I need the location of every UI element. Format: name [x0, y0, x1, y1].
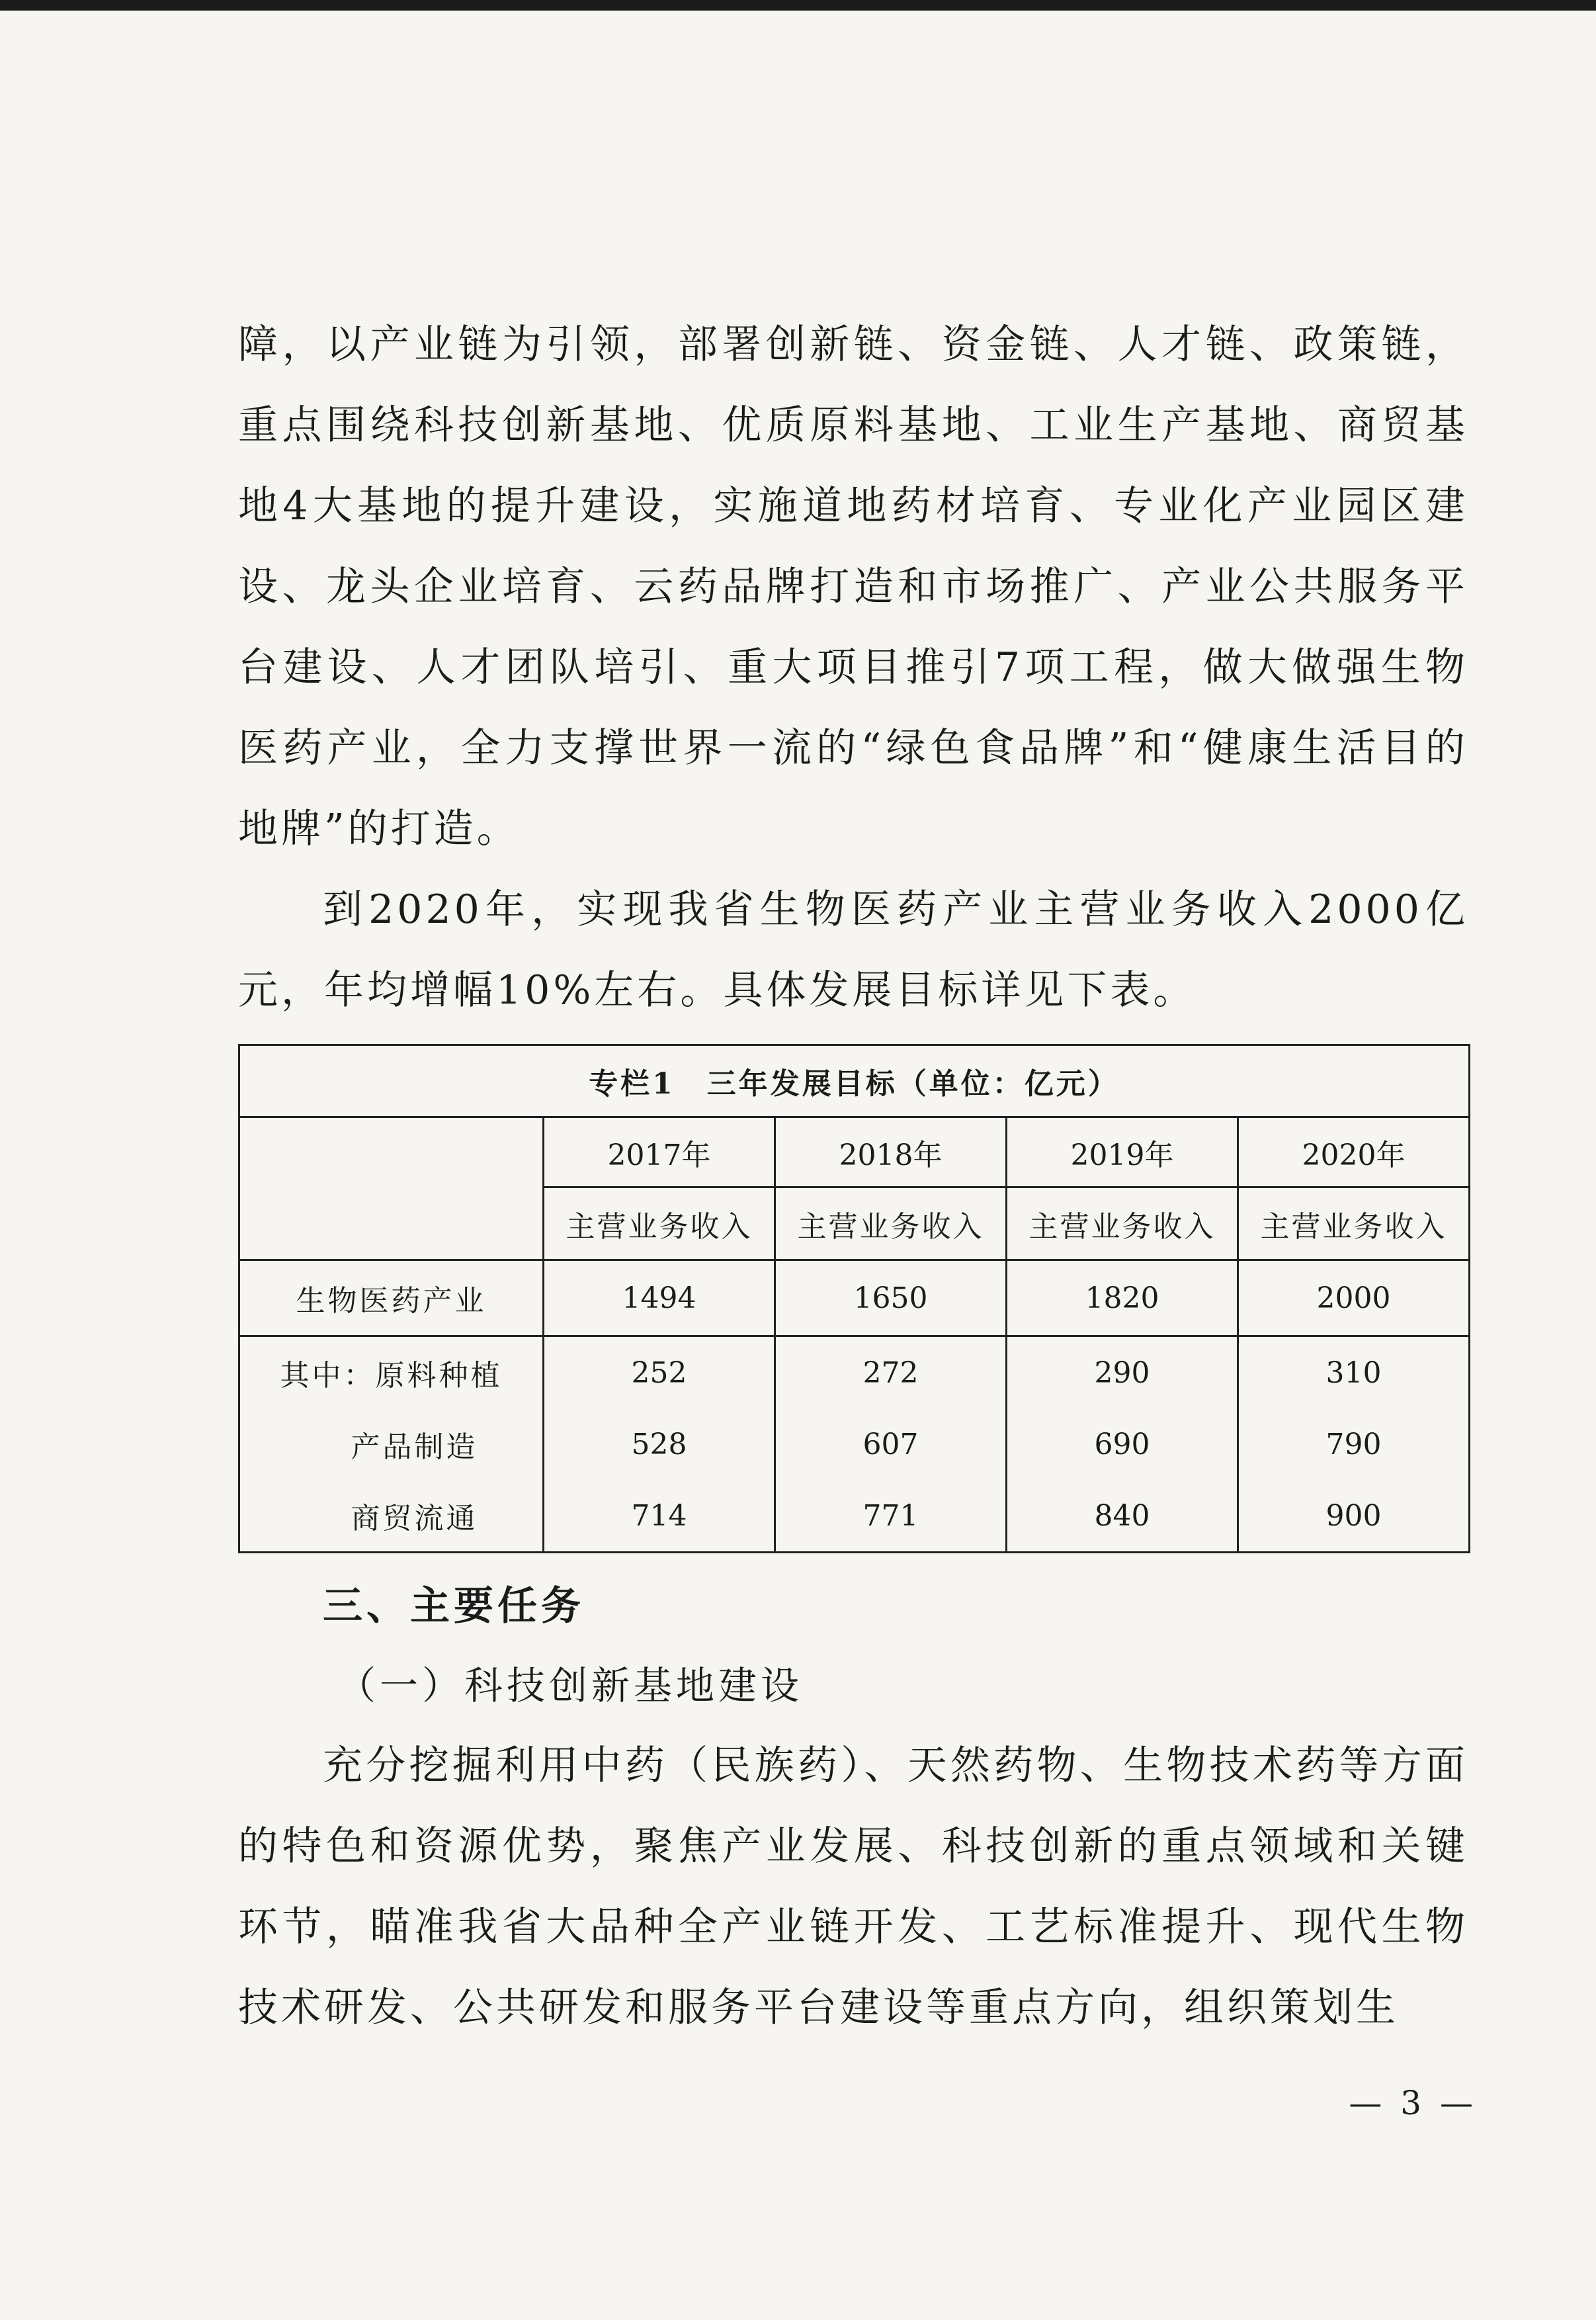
table-cell: 607: [775, 1408, 1007, 1480]
table-cell: 1820: [1007, 1260, 1238, 1336]
year-header: 2019年: [1007, 1117, 1238, 1187]
row-label: 商贸流通: [239, 1480, 544, 1553]
scan-top-edge: [0, 0, 1596, 11]
year-header: 2020年: [1238, 1117, 1470, 1187]
table-cell: 310: [1238, 1336, 1470, 1409]
body-paragraph-2: 到2020年，实现我省生物医药产业主营业务收入2000亿元，年均增幅10%左右。具体发展目标详见下表。: [238, 886, 1468, 1013]
table-cell: 840: [1007, 1480, 1238, 1553]
row-label: 其中：原料种植: [239, 1336, 544, 1409]
table-cell: 2000: [1238, 1260, 1470, 1336]
document-page: [238, 304, 1468, 2048]
row-label: 生物医药产业: [239, 1260, 544, 1336]
table-cell: 900: [1238, 1480, 1470, 1553]
development-target-table: [238, 1044, 1470, 1553]
table-row: [239, 1260, 1470, 1336]
table-cell: 790: [1238, 1408, 1470, 1480]
table-row: [239, 1408, 1470, 1480]
table-caption: 专栏1 三年发展目标（单位：亿元）: [239, 1045, 1470, 1117]
table-row: [239, 1480, 1470, 1553]
year-header: 2018年: [775, 1117, 1007, 1187]
table-cell: 1650: [775, 1260, 1007, 1336]
metric-header: 主营业务收入: [544, 1187, 775, 1260]
metric-header: 主营业务收入: [1238, 1187, 1470, 1260]
table-row: [239, 1336, 1470, 1409]
table-cell: 690: [1007, 1408, 1238, 1480]
table-cell: 528: [544, 1408, 775, 1480]
table-corner-cell: [239, 1117, 544, 1260]
body-paragraph-3: 充分挖掘利用中药（民族药）、天然药物、生物技术药等方面的特色和资源优势，聚焦产业发展、科技创新的重点领域和关键环节，瞄准我省大品种全产业链开发、工艺标准提升、现代生物技术研发、公共研发和服务平台建设等重点方向，组织策划生: [238, 1742, 1468, 2031]
body-paragraph-1: 障，以产业链为引领，部署创新链、资金链、人才链、政策链，重点围绕科技创新基地、优质原料基地、工业生产基地、商贸基地4大基地的提升建设，实施道地药材培育、专业化产业园区建设、龙头企业培育、云药品牌打造和市场推广、产业公共服务平台建设、人才团队培引、重大项目推引7项工程，做大做强生物医药产业，全力支撑世界一流的“绿色食品牌”和“健康生活目的地牌”的打造。: [238, 322, 1468, 852]
table-cell: 771: [775, 1480, 1007, 1553]
metric-header: 主营业务收入: [1007, 1187, 1238, 1260]
year-header: 2017年: [544, 1117, 775, 1187]
subsection-heading: （一）科技创新基地建设: [337, 1663, 804, 1708]
section-heading: 三、主要任务: [323, 1583, 585, 1629]
table-cell: 290: [1007, 1336, 1238, 1409]
table-cell: 272: [775, 1336, 1007, 1409]
page-number: — 3 —: [1349, 2084, 1477, 2122]
row-label: 产品制造: [239, 1408, 544, 1480]
metric-header: 主营业务收入: [775, 1187, 1007, 1260]
table-cell: 252: [544, 1336, 775, 1409]
table-cell: 714: [544, 1480, 775, 1553]
table-cell: 1494: [544, 1260, 775, 1336]
